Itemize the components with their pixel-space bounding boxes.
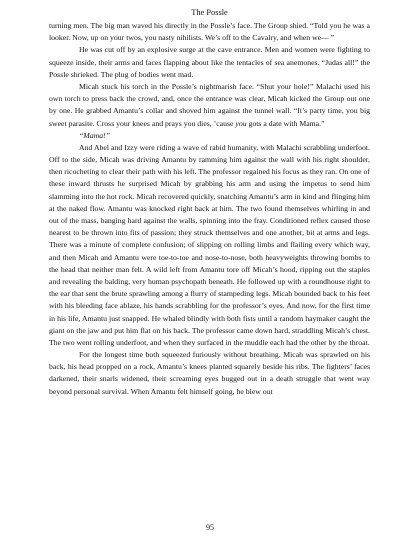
paragraph <box>49 81 370 130</box>
paragraph: For the longest time both squeezed furiously without breathing. Micah was sprawled on his back, his head propped on a rock, Amantu’s knees planted squarely beside his ribs. The fighters’ faces darkened, their snarls widened, their screaming eyes bugged out in a death struggle that went way beyond personal survival. When Amantu felt himself going, he blew out <box>49 350 370 396</box>
running-header: The Possle <box>191 8 228 17</box>
emphasis-text: you <box>235 118 247 128</box>
paragraph: He was cut off by an explosive surge at the cave entrance. Men and women were fighting to squeeze inside, their arms and faces flapping about like the tentacles of sea anemones. “Judas all!” the Possle shrieked. The plug of bodies went mad. <box>49 45 370 79</box>
paragraph-text: Micah stuck his torch in the Possle’s nightmarish face. “Shut your hole!” Malachi used his own torch to press back the crowd, and, once the entrance was clear, Micah kicked the Group out one by one. He grabbed Amantu’s collar and shoved him against the tunnel wall. “It’s party time, you big sweet parasite. Cross your knees and prays you dies, ’cause <box>49 81 370 128</box>
paragraph <box>49 130 370 142</box>
page-number: 95 <box>206 523 214 532</box>
body-text <box>49 20 370 398</box>
paragraph-text: gots a date with Mama.” <box>246 118 325 128</box>
paragraph: And Abel and Izzy were riding a wave of rabid humanity, with Malachi scrabbling underfoot. Off to the side, Micah was driving Amantu by ramming him against the wall with his right shoulder, then ricocheting to clear their path with his left. The professor regained his focus as they ran. On one of these inward thrusts he surprised Micah by grabbing his arm and using the impetus to send him slamming into the hot rock. Micah recovered quickly, snatching Amantu’s arm in kind and flinging him at the naked flow. Amantu was knocked right back at him. The two found themselves whirling in and out of the mass, banging hard against the walls, spinning into the fray. Conditioned reflex caused those nearest to be thrown into fits of passion; they struck themselves and one another, bit at arms and legs. There was a minute of complete confusion; of slipping on rolling limbs and flailing every which way, and then Micah and Amantu were toe-to-toe and nose-to-nose, both heavyweights throwing bombs to the head that neither man felt. A wild left from Amantu tore off Micah’s hood, ripping out the staples and revealing the balding, very human psychopath beneath. He followed up with a roundhouse right to the ear that sent the brute sprawling among a flurry of stampeding legs. Micah bounded back to his feet with his bleeding face ablaze, his hands scrabbling for the professor’s eyes. And now, for the first time in his life, Amantu just snapped. He whaled blindly with both fists until a random haymaker caught the giant on the jaw and put him flat on his back. The professor came down hard, straddling Micah’s chest. The two went rolling underfoot, and when they surfaced in the muddle each had the other by the throat. <box>49 142 370 347</box>
emphasis-text: “Mama!” <box>79 130 111 140</box>
paragraph-continuation: turning men. The big man waved his directly in the Possle’s face. The Group shied. “Told you he was a looker. Now, up on your twos, you nasty nihilists. We’s off to the Cavalry, and when we— ” <box>49 21 370 43</box>
